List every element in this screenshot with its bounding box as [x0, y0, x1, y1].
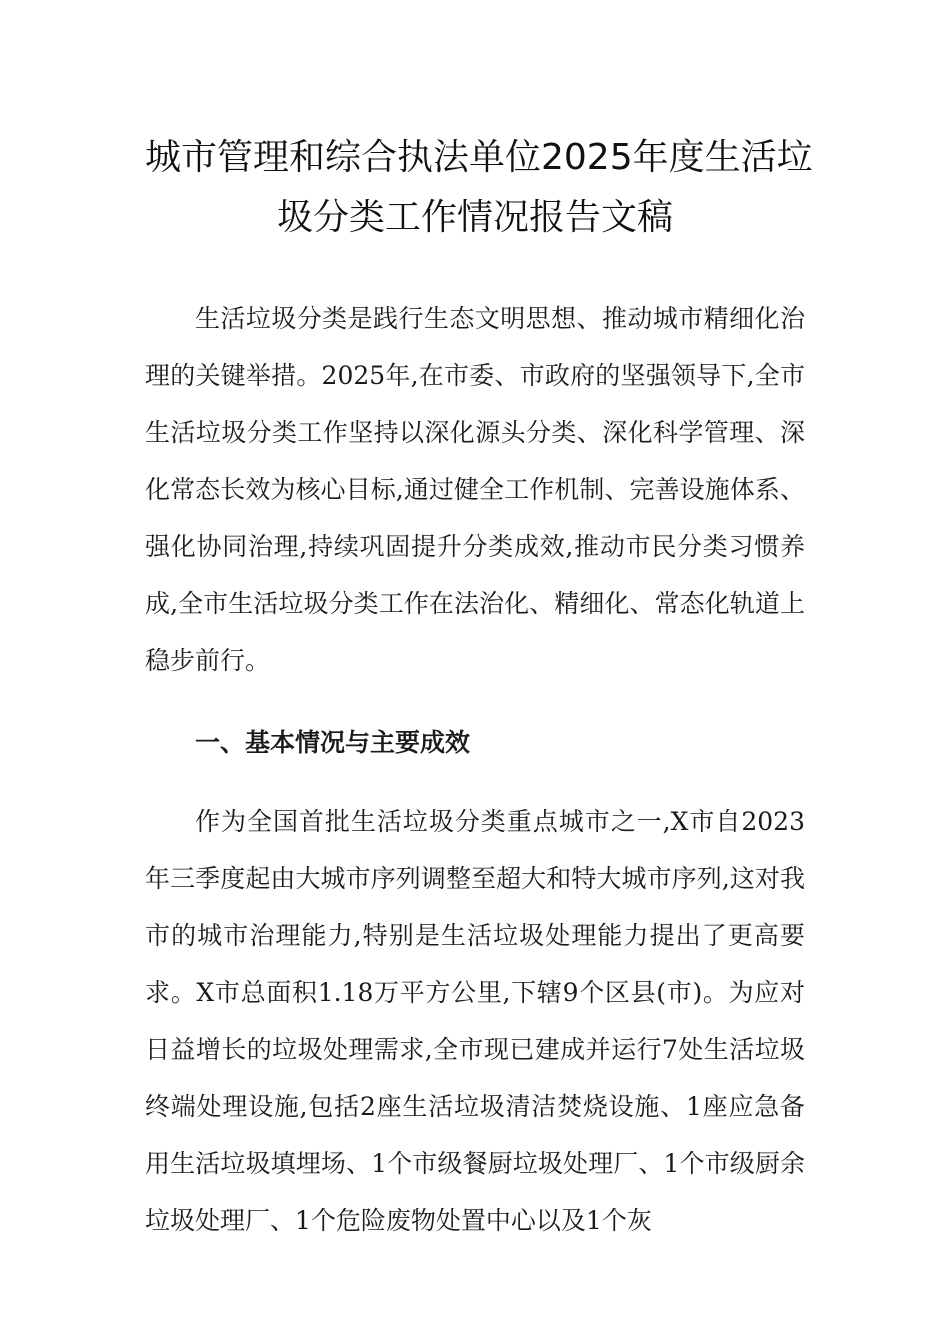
title-line-2: 圾分类工作情况报告文稿 — [276, 197, 673, 238]
section-paragraph: 作为全国首批生活垃圾分类重点城市之一,X市自2023年三季度起由大城市序列调整至超大和特大城市序列,这对我市的城市治理能力,特别是生活垃圾处理能力提出了更高要求。X市总面积1.18万平方公里,下辖9个区县(市)。为应对日益增长的垃圾处理需求,全市现已建成并运行7处生活垃圾终端处理设施,包括2座生活垃圾清洁焚烧设施、1座应急备用生活垃圾填埋场、1个市级餐厨垃圾处理厂、1个市级厨余垃圾处理厂、1个危险废物处置中心以及1个灰 — [145, 807, 805, 1235]
section-heading: 一、基本情况与主要成效 — [195, 728, 471, 757]
intro-paragraph: 生活垃圾分类是践行生态文明思想、推动城市精细化治理的关键举措。2025年,在市委、市政府的坚强领导下,全市生活垃圾分类工作坚持以深化源头分类、深化科学管理、深化常态长效为核心目标,通过健全工作机制、完善设施体系、强化协同治理,持续巩固提升分类成效,推动市民分类习惯养成,全市生活垃圾分类工作在法治化、精细化、常态化轨道上稳步前行。 — [145, 304, 805, 675]
document-body — [145, 290, 805, 1249]
document-title — [145, 128, 813, 248]
title-line-1: 城市管理和综合执法单位2025年度生活垃 — [145, 137, 813, 178]
